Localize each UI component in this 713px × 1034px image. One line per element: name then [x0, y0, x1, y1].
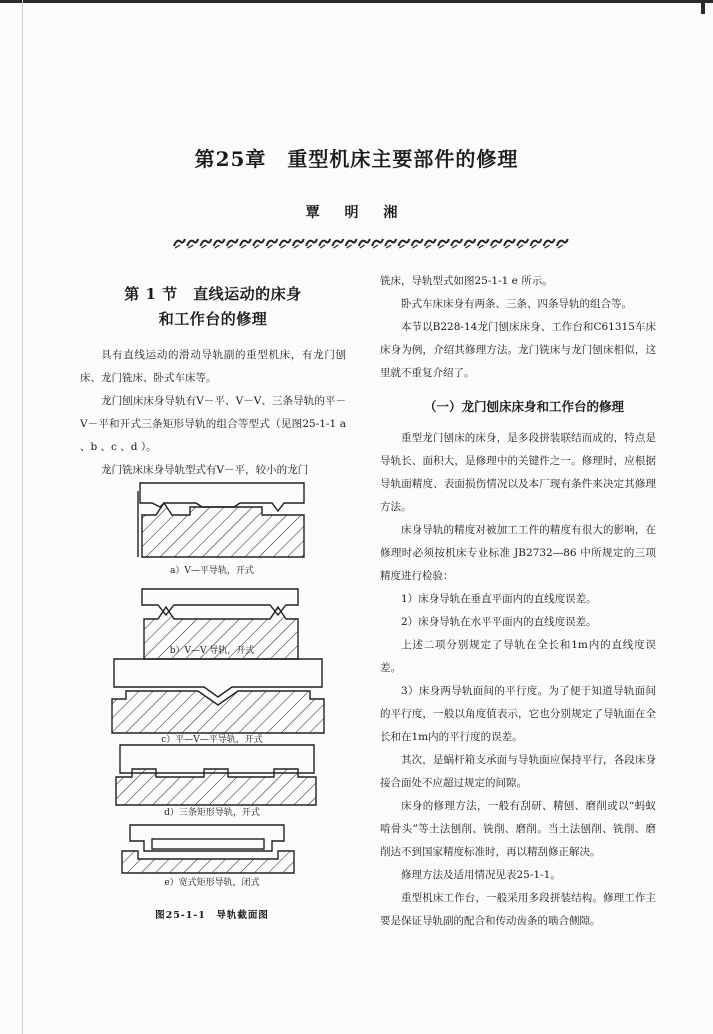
section-title-line1: 第 1 节 直线运动的床身 — [124, 285, 302, 303]
caption-e: e）宽式矩形导轨，闭式 — [164, 878, 260, 888]
section-title — [80, 282, 346, 332]
paragraph: 铣床，导轨型式如图25-1-1 e 所示。 — [380, 275, 553, 287]
ornament-divider — [173, 236, 569, 250]
guideway-figure — [92, 455, 332, 925]
guideway-cross-sections — [92, 455, 332, 925]
section-a-v-flat — [138, 483, 304, 557]
list-item: 2）床身导轨在水平平面内的直线度误差。 — [401, 616, 597, 628]
section-e-wide-rect — [122, 825, 294, 873]
paragraph: 修理方法及适用情况见表25-1-1。 — [401, 869, 561, 881]
caption-d: d）三条矩形导轨，开式 — [164, 808, 260, 818]
paragraph: 床身导轨的精度对被加工工件的精度有很大的影响，在修理时必须按机床专业标准 JB2732—86 中所规定的三项精度进行检验： — [380, 524, 656, 582]
paragraph: 卧式车床床身有两条、三条、四条导轨的组合等。 — [401, 298, 632, 310]
corner-mark — [701, 0, 705, 14]
right-column — [380, 270, 656, 933]
list-item: 1）床身导轨在垂直平面内的直线度误差。 — [401, 593, 597, 605]
left-column — [80, 282, 346, 482]
paragraph: 上述二项分别规定了导轨在全长和1m内的直线度误差。 — [380, 639, 656, 674]
paragraph: 重型龙门刨床的床身，是多段拼装联结而成的，特点是导轨长、面积大，是修理中的关键件之一。修理时，应根据导轨面精度、表面损伤情况以及本厂现有条件来决定其修理方法。 — [380, 432, 656, 513]
section-c-flat-v-flat — [112, 659, 324, 733]
list-item: 3）床身两导轨面间的平行度。为了便于知道导轨面间的平行度，一般以角度值表示，它也分别规定了导轨面在全长和在1m内的平行度的误差。 — [380, 685, 656, 743]
chapter-title: 第25章 重型机床主要部件的修理 — [194, 147, 519, 171]
figure-title: 图25-1-1 导轨截面图 — [155, 910, 269, 921]
section-title-line2: 和工作台的修理 — [158, 310, 268, 328]
paragraph: 其次，是蜗杆箱支承面与导轨面应保持平行，各段床身接合面处不应超过规定的间隙。 — [380, 754, 656, 789]
paragraph: 龙门刨床床身导轨有V－平、V－V、三条导轨的平－V－平和开式三条矩形导轨的组合等型式（见图25-1-1 a 、b 、c 、d ）。 — [80, 395, 346, 453]
caption-a: a）V—平导轨，开式 — [170, 566, 254, 576]
paragraph: 床身的修理方法，一般有刮研、精刨、磨削或以“蚂蚁啃骨头”等土法刨削、铣削、磨削。当土法刨削、铣削、磨削达不到国家精度标准时，再以精刮修正解决。 — [380, 800, 656, 858]
paragraph: 具有直线运动的滑动导轨副的重型机床，有龙门刨床、龙门铣床、卧式车床等。 — [80, 349, 346, 384]
paragraph: 重型机床工作台，一般采用多段拼装结构。修理工作主要是保证导轨副的配合和传动齿条的啮合侧隙。 — [380, 892, 656, 927]
caption-b: b）V—V 导轨，开式 — [169, 646, 255, 656]
author-name: 覃 明 湘 — [305, 205, 408, 221]
subsection-title: （一）龙门刨床床身和工作台的修理 — [423, 399, 624, 414]
caption-c: c）平—V—平导轨，开式 — [161, 735, 263, 745]
paragraph: 龙门铣床床身导轨型式有V－平，较小的龙门 — [101, 464, 309, 476]
paragraph: 本节以B228-14龙门刨床床身、工作台和C61315车床床身为例，介绍其修理方法。龙门铣床与龙门刨床相似，这里就不重复介绍了。 — [380, 321, 656, 379]
top-border-rule — [0, 0, 713, 3]
section-d-three-rect — [116, 745, 316, 805]
